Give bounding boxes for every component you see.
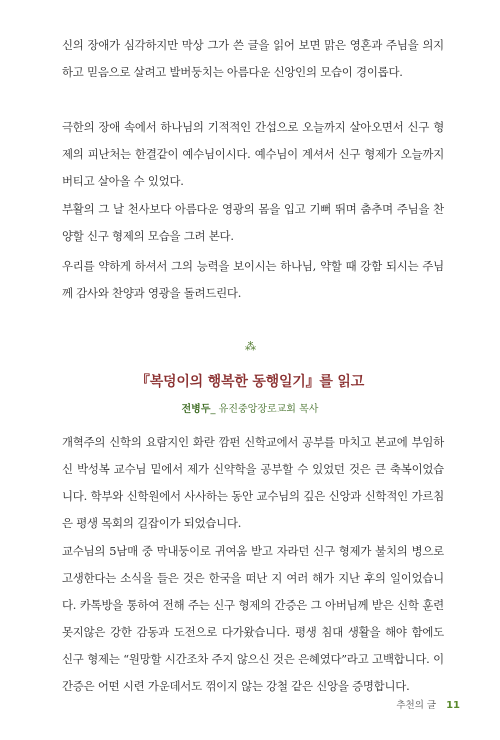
paragraph-1: 신의 장애가 심각하지만 막상 그가 쓴 글을 읽어 보면 맑은 영혼과 주님을 의지하고 믿음으로 살려고 발버둥치는 아름다운 신앙인의 모습이 경이롭다. — [62, 38, 444, 79]
paragraph-2: 극한의 장애 속에서 하나님의 기적적인 간섭으로 오늘까지 살아오면서 신구 형제의 피난처는 한결같이 예수님이시다. 예수님이 계셔서 신구 형제가 오늘까지 버티고 살아올 수 있었다. — [62, 120, 444, 188]
paragraph-4: 우리를 약하게 하셔서 그의 능력을 보이시는 하나님, 약할 때 강함 되시는 주님께 감사와 찬양과 영광을 돌려드린다. — [62, 259, 444, 300]
page-footer — [396, 697, 460, 711]
paragraph-5: 개혁주의 신학의 요람지인 화란 깜펀 신학교에서 공부를 마치고 본교에 부임하신 박성복 교수님 밑에서 제가 신약학을 공부할 수 있었던 것은 큰 축복이었습니다. 학부와 신학원에서 사사하는 동안 교수님의 깊은 신앙과 신학적인 가르침은 평생 목회의 길잡이가 되었습니다. — [62, 435, 444, 530]
byline — [0, 400, 500, 415]
author-name: 전병두 — [181, 404, 211, 415]
section-title: 『복덩이의 행복한 동행일기』를 읽고 — [135, 374, 365, 390]
page-number: 11 — [446, 700, 460, 711]
section-divider-icon: ⁂ — [245, 340, 255, 353]
paragraph-6: 교수님의 5남매 중 막내둥이로 귀여움 받고 자라던 신구 형제가 불치의 병으로 고생한다는 소식을 들은 것은 한국을 떠난 지 여러 해가 지난 후의 일이었습니다. 카톡방을 통하여 전해 주는 신구 형제의 간증은 그 아버님께 받은 신학 훈련 못지않은 강한 감동과 도전으로 다가왔습니다. 평생 침대 생활을 해야 함에도 신구 형제는 “원망할 시간조차 주지 않으신 것은 은혜였다”라고 고백합니다. 이 간증은 어떤 시련 가운데서도 꺾이지 않는 강철 같은 신앙을 증명합니다. — [62, 544, 444, 693]
author-affiliation: _ 유진중앙장로교회 목사 — [210, 404, 319, 415]
paragraph-3: 부활의 그 날 천사보다 아름다운 영광의 몸을 입고 기뻐 뛰며 춤추며 주님을 찬양할 신구 형제의 모습을 그려 본다. — [62, 202, 444, 243]
footer-section-name: 추천의 글 — [396, 700, 437, 711]
